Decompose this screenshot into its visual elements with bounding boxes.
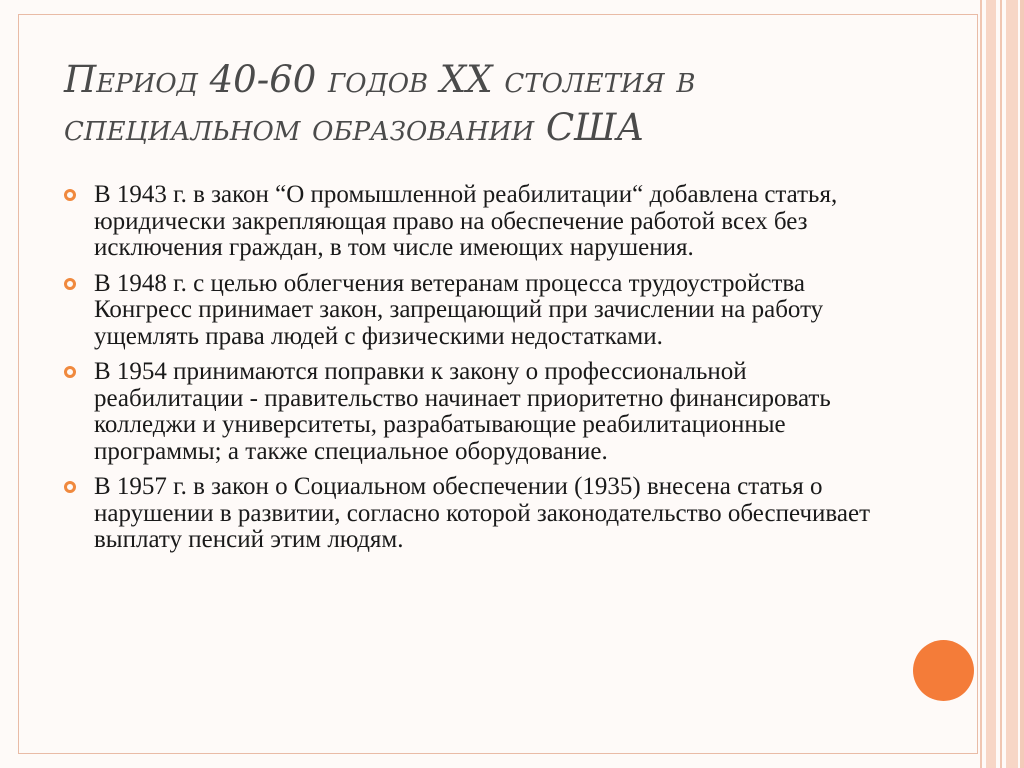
bullet-circle-icon [64, 366, 76, 378]
bullet-text: В 1954 принимаются поправки к закону о профессиональной реабилитации - правительство начинает приоритетно финансировать колледжи и университеты, разрабатывающие реабилитационные программы; а также специальное оборудование. [94, 358, 831, 465]
bullet-circle-icon [64, 481, 76, 493]
bullet-text: В 1948 г. с целью облегчения ветеранам процесса трудоустройства Конгресс принимает закон, запрещающий при зачислении на работу ущемлять права людей с физическими недостатками. [94, 269, 824, 350]
decorative-stripe [986, 0, 996, 768]
slide-title: Период 40-60 годов XX столетия в специальном образовании США [64, 58, 696, 149]
bullet-circle-icon [64, 189, 76, 201]
decorative-stripe [980, 0, 982, 768]
bullet-item [64, 271, 884, 351]
decorative-circle [913, 640, 974, 701]
bullet-item [64, 359, 884, 465]
bullet-item [64, 474, 884, 554]
decorative-stripe [1020, 0, 1024, 768]
decorative-stripe [1006, 0, 1018, 768]
bullet-text: В 1957 г. в закон о Социальном обеспечении (1935) внесена статья о нарушении в развитии, согласно которой законодательство обеспечивает выплату пенсий этим людям. [94, 473, 871, 553]
bullet-text: В 1943 г. в закон “О промышленной реабилитации“ добавлена статья, юридически закрепляющая право на обеспечение работой всех без исключения граждан, в том числе имеющих нарушения. [94, 181, 838, 261]
bullet-list [64, 182, 884, 563]
decorative-stripe [1000, 0, 1002, 768]
bullet-circle-icon [64, 278, 76, 290]
bullet-item [64, 182, 884, 262]
